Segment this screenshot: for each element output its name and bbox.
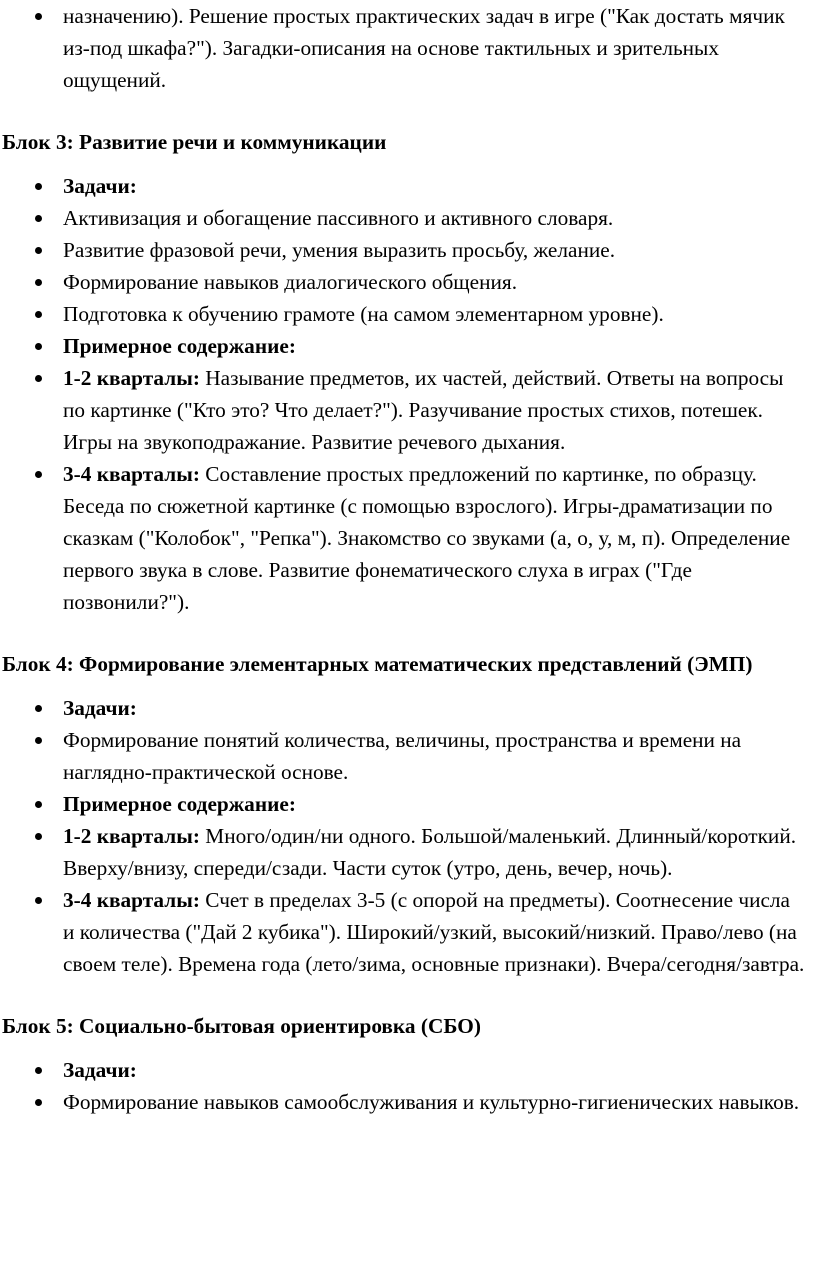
list-item xyxy=(63,820,806,884)
list-item xyxy=(63,362,806,458)
section-list xyxy=(2,692,806,980)
list-item-text: Активизация и обогащение пассивного и активного словаря. xyxy=(63,206,614,230)
list-item xyxy=(63,0,806,96)
list-item xyxy=(63,1086,806,1118)
section-heading: Блок 3: Развитие речи и коммуникации xyxy=(2,130,387,154)
intro-list xyxy=(2,0,806,96)
list-item xyxy=(63,724,806,788)
list-item-text: Развитие фразовой речи, умения выразить просьбу, желание. xyxy=(63,238,616,262)
list-item-lead: Примерное содержание: xyxy=(63,334,296,358)
list-item xyxy=(63,458,806,618)
list-item xyxy=(63,884,806,980)
list-item xyxy=(63,298,806,330)
list-item-text: назначению). Решение простых практических задач в игре ("Как достать мячик из-под шкафа?"). Загадки-описания на основе тактильных и зрительных ощущений. xyxy=(63,4,785,92)
list-item-text: Называние предметов, их частей, действий. Ответы на вопросы по картинке ("Кто это? Что делает?"). Разучивание простых стихов, потешек. Игры на звукоподражание. Развитие речевого дыхания. xyxy=(63,366,784,454)
list-item xyxy=(63,202,806,234)
list-item-lead: Задачи: xyxy=(63,1058,137,1082)
list-item-text: Формирование навыков диалогического общения. xyxy=(63,270,518,294)
list-item-text: Подготовка к обучению грамоте (на самом элементарном уровне). xyxy=(63,302,664,326)
list-item-lead: 1-2 кварталы: xyxy=(63,824,200,848)
list-item xyxy=(63,1054,806,1086)
list-item-text: Составление простых предложений по картинке, по образцу. Беседа по сюжетной картинке (с помощью взрослого). Игры-драматизации по сказкам ("Колобок", "Репка"). Знакомство со звуками (а, о, у, м, п). Определение первого звука в слове. Развитие фонематического слуха в играх ("Где позвонили?"). xyxy=(63,462,791,614)
section-heading: Блок 4: Формирование элементарных математических представлений (ЭМП) xyxy=(2,652,753,676)
section-heading: Блок 5: Социально-бытовая ориентировка (СБО) xyxy=(2,1014,481,1038)
list-item xyxy=(63,170,806,202)
list-item xyxy=(63,692,806,724)
list-item-lead: 1-2 кварталы: xyxy=(63,366,200,390)
list-item-lead: Примерное содержание: xyxy=(63,792,296,816)
list-item xyxy=(63,330,806,362)
list-item-text: Много/один/ни одного. Большой/маленький. Длинный/короткий. Вверху/внизу, спереди/сзади. Части суток (утро, день, вечер, ночь). xyxy=(63,824,797,880)
list-item-lead: 3-4 кварталы: xyxy=(63,462,200,486)
list-item-text: Счет в пределах 3-5 (с опорой на предметы). Соотнесение числа и количества ("Дай 2 кубика"). Широкий/узкий, высокий/низкий. Право/лево (на своем теле). Времена года (лето/зима, основные признаки). Вчера/сегодня/завтра. xyxy=(63,888,805,976)
list-item-lead: Задачи: xyxy=(63,696,137,720)
section-list xyxy=(2,1054,806,1118)
list-item-text: Формирование понятий количества, величины, пространства и времени на наглядно-практической основе. xyxy=(63,728,742,784)
list-item xyxy=(63,266,806,298)
sections-container xyxy=(2,126,806,1118)
list-item xyxy=(63,234,806,266)
list-item-lead: 3-4 кварталы: xyxy=(63,888,200,912)
list-item-lead: Задачи: xyxy=(63,174,137,198)
list-item-text: Формирование навыков самообслуживания и культурно-гигиенических навыков. xyxy=(63,1090,800,1114)
intro-list-container xyxy=(2,0,806,96)
section-list xyxy=(2,170,806,618)
list-item xyxy=(63,788,806,820)
